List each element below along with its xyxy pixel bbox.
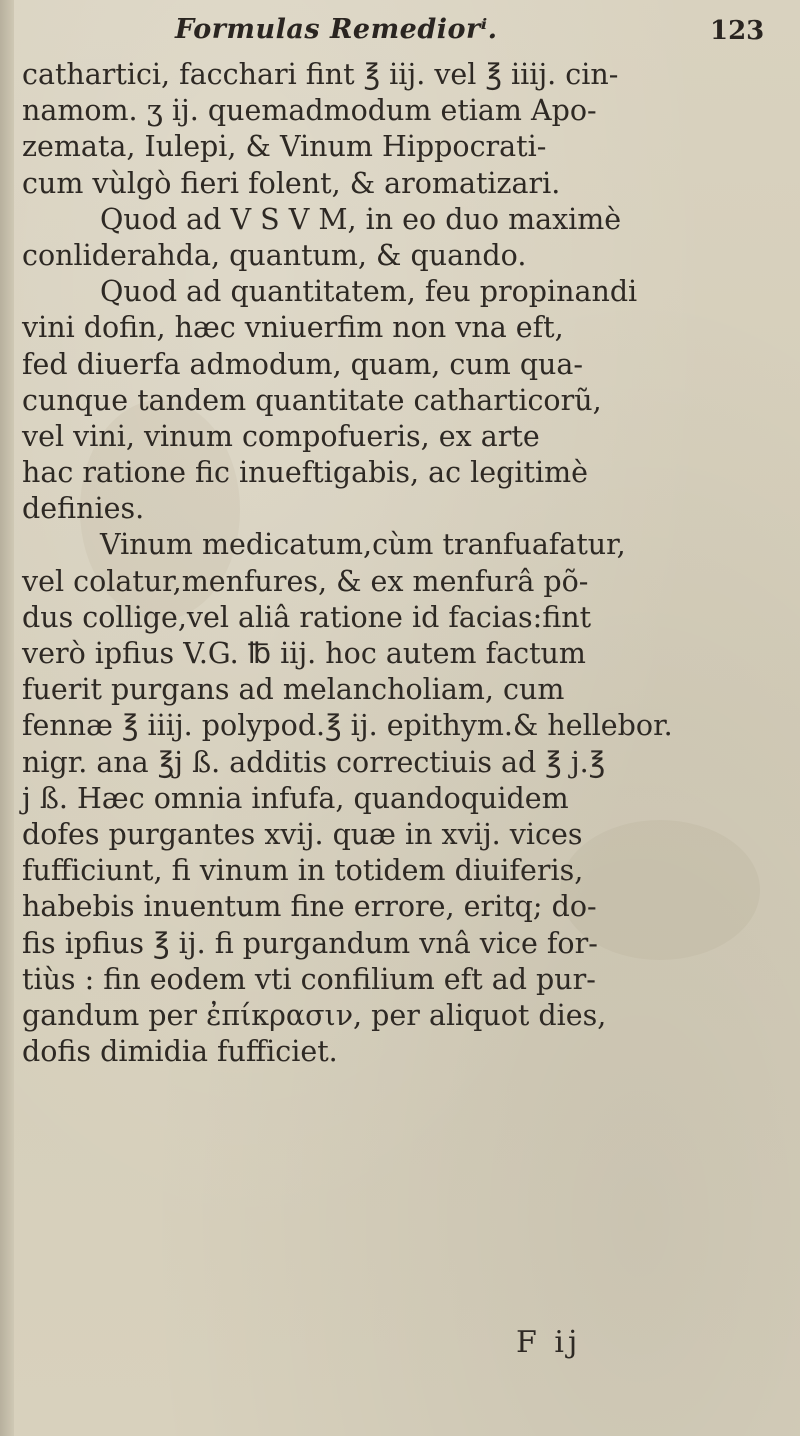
binding-edge <box>0 0 14 1436</box>
text-line: conliderahda, quantum, & quando. <box>22 238 527 272</box>
text-line: dofis dimidia fufficiet. <box>22 1035 338 1069</box>
text-line: Quod ad V S V M, in eo duo maximè <box>100 202 622 236</box>
text-line: fis ipfius ℥ ij. fi purgandum vnâ vice for- <box>22 926 598 960</box>
text-line: dus collige,vel aliâ ratione id facias:fint <box>22 600 592 634</box>
text-line: vel vini, vinum compofueris, ex arte <box>22 419 540 453</box>
text-line: tiùs : fin eodem vti confilium eft ad pur- <box>22 962 596 996</box>
text-line: vini dofin, hæc vniuerfim non vna eft, <box>22 311 564 345</box>
text-line: gandum per ἐπίκρασιν, per aliquot dies, <box>22 998 607 1032</box>
text-line: zemata, Iulepi, & Vinum Hippocrati- <box>22 130 547 164</box>
page-number: 123 <box>710 16 765 46</box>
text-line: fed diuerfa admodum, quam, cum qua- <box>22 347 584 381</box>
text-line: cunque tandem quantitate catharticorũ, <box>22 383 602 417</box>
text-line: hac ratione fic inueftigabis, ac legitimè <box>22 456 588 490</box>
signature-mark: F ij <box>516 1325 582 1360</box>
text-line: fuerit purgans ad melancholiam, cum <box>22 673 565 707</box>
text-line: cum vùlgò fieri folent, & aromatizari. <box>22 166 561 200</box>
text-line: Vinum medicatum,cùm tranfuafatur, <box>100 528 626 562</box>
running-head: Formulas Remediorⁱ. <box>175 14 498 45</box>
body-text <box>22 57 790 1070</box>
text-line: verò ipfius V.G. ℔ iij. hoc autem factum <box>22 637 586 670</box>
text-line: dofes purgantes xvij. quæ in xvij. vices <box>22 817 583 851</box>
text-line: fufficiunt, fi vinum in totidem diuiferis, <box>22 854 584 888</box>
text-line: definies. <box>22 492 145 526</box>
text-line: nigr. ana ℥j ß. additis correctiuis ad ℥ j.℥ <box>22 745 606 779</box>
text-line: j ß. Hæc omnia infufa, quandoquidem <box>22 781 569 815</box>
text-line: cathartici, facchari fint ℥ iij. vel ℥ iiij. cin- <box>22 58 619 91</box>
text-line: fennæ ℥ iiij. polypod.℥ ij. epithym.& hellebor. <box>22 709 673 743</box>
text-line: Quod ad quantitatem, feu propinandi <box>100 275 638 309</box>
text-line: namom. ʒ ij. quemadmodum etiam Apo- <box>22 94 597 128</box>
text-line: vel colatur,menfures, & ex menfurâ põ- <box>22 564 589 598</box>
text-line: habebis inuentum fine errore, eritq; do- <box>22 890 597 924</box>
